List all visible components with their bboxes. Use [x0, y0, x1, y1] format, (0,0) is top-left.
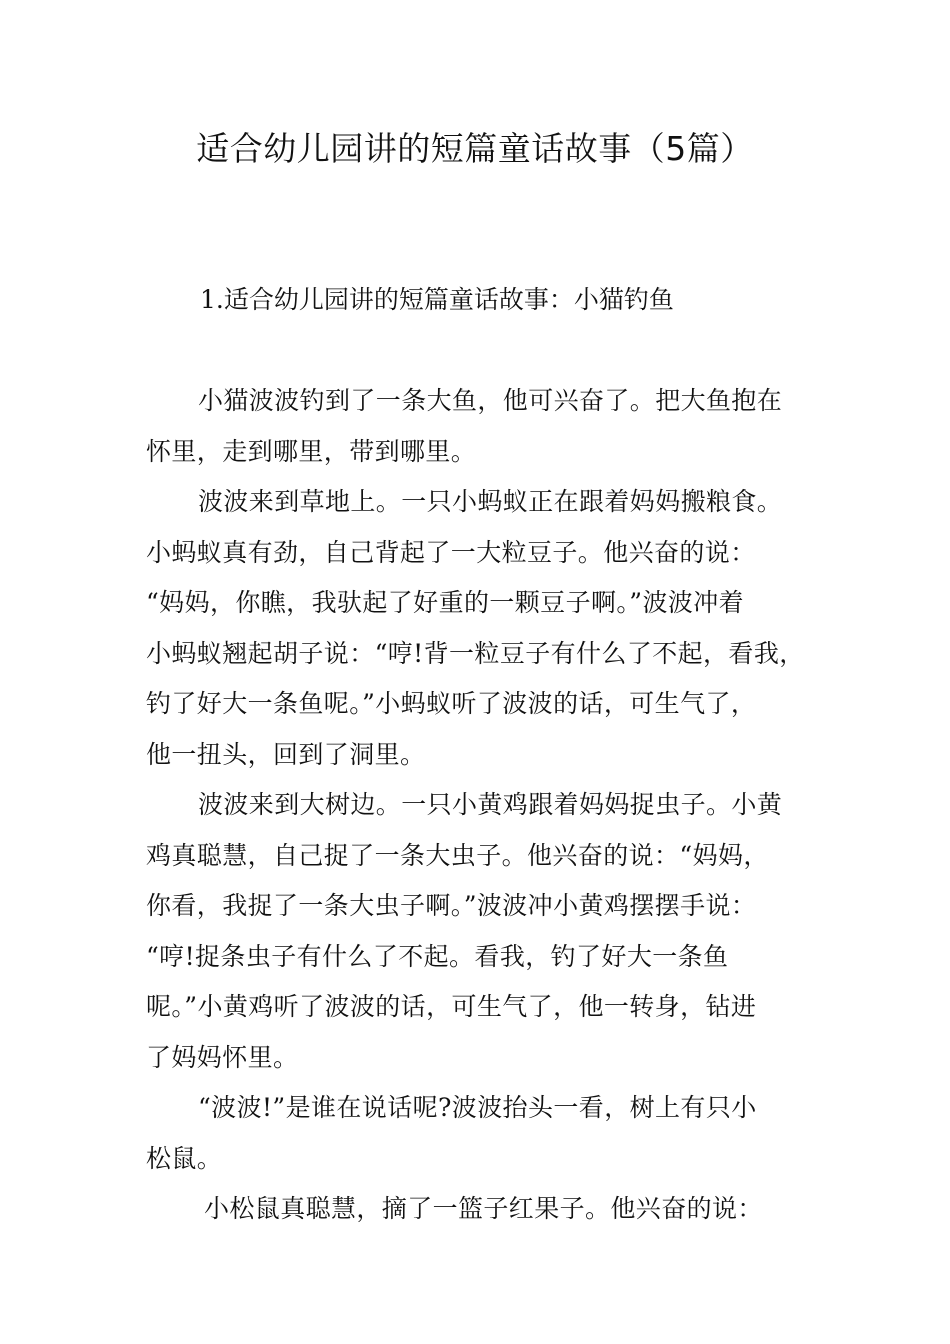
text-line: 小蚂蚁翘起胡子说：“哼!背一粒豆子有什么了不起，看我，: [146, 638, 805, 668]
text-line: 怀里，走到哪里，带到哪里。: [146, 436, 477, 466]
text-line: 松鼠。: [146, 1143, 223, 1173]
text-line: 你看，我捉了一条大虫子啊。”波波冲小黄鸡摆摆手说：: [146, 891, 757, 920]
text-line: “妈妈，你瞧，我驮起了好重的一颗豆子啊。”波波冲着: [146, 588, 745, 617]
text-line: 钓了好大一条鱼呢。”小蚂蚁听了波波的话，可生气了，: [146, 689, 757, 718]
story-body: [146, 376, 810, 1235]
text-line: 了妈妈怀里。: [146, 1042, 299, 1072]
section-heading: 1.适合幼儿园讲的短篇童话故事：小猫钓鱼: [200, 285, 674, 314]
text-line: 鸡真聪慧，自己捉了一条大虫子。他兴奋的说：“妈妈，: [146, 840, 769, 870]
text-line: 小猫波波钓到了一条大鱼，他可兴奋了。把大鱼抱在: [198, 386, 783, 415]
text-line: “哼!捉条虫子有什么了不起。看我，钓了好大一条鱼: [146, 941, 729, 971]
text-line: 波波来到大树边。一只小黄鸡跟着妈妈捉虫子。小黄: [198, 790, 783, 819]
text-line: 呢。”小黄鸡听了波波的话，可生气了，他一转身，钻进: [146, 992, 757, 1021]
text-line: 小蚂蚁真有劲，自己背起了一大粒豆子。他兴奋的说：: [146, 537, 756, 567]
text-line: 波波来到草地上。一只小蚂蚁正在跟着妈妈搬粮食。: [198, 487, 783, 516]
text-line: “波波!”是谁在说话呢?波波抬头一看，树上有只小: [198, 1093, 757, 1122]
text-line: 他一扭头，回到了洞里。: [146, 739, 426, 769]
document-title: 适合幼儿园讲的短篇童话故事（5篇）: [196, 129, 754, 168]
text-line: 小松鼠真聪慧，摘了一篮子红果子。他兴奋的说：: [204, 1194, 763, 1223]
